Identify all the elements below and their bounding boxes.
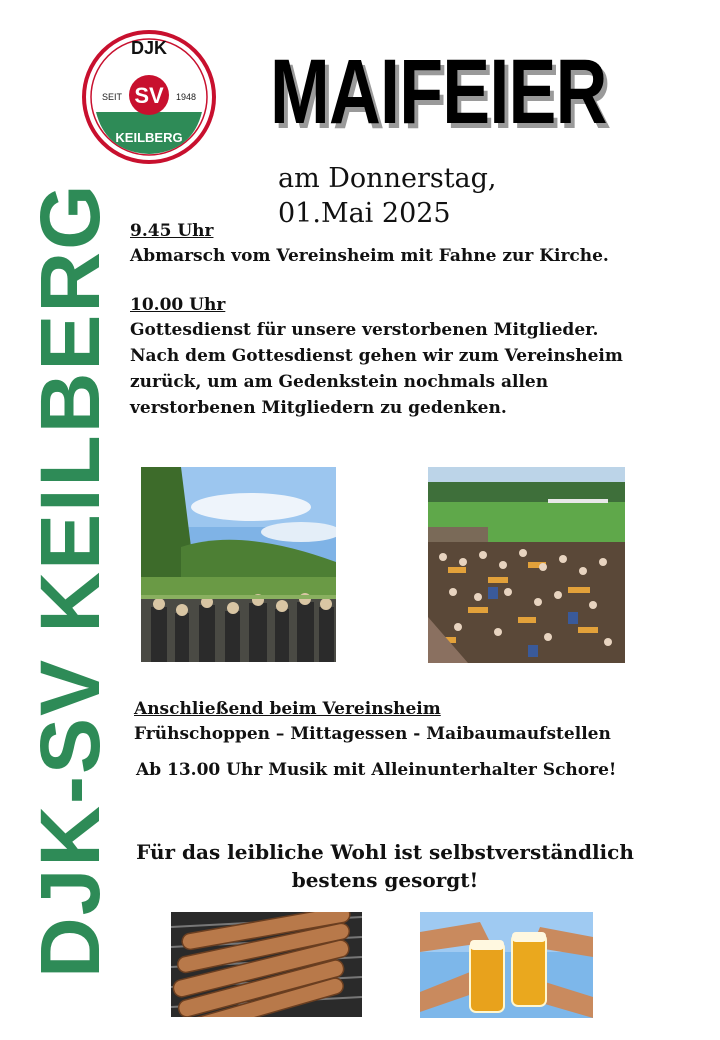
- vertical-club-name: DJK-SV KEILBERG: [23, 182, 117, 978]
- logo-right-text: 1948: [175, 92, 197, 102]
- schedule-line: verstorbenen Mitgliedern zu gedenken.: [130, 398, 507, 418]
- afterwards-line-1: Frühschoppen – Mittagessen - Maibaumaufstellen: [134, 724, 611, 744]
- schedule-line: Gottesdienst für unsere verstorbenen Mitglieder.: [130, 320, 599, 340]
- schedule-time-2: 10.00 Uhr: [130, 295, 226, 315]
- crowd-photo: [428, 467, 625, 663]
- schedule-line: Nach dem Gottesdienst gehen wir zum Vereinsheim: [130, 346, 623, 366]
- logo-center-text: SV: [134, 83, 164, 108]
- logo-bottom-text: KEILBERG: [115, 130, 183, 145]
- logo-top-text: DJK: [130, 38, 168, 58]
- date-day: 01.Mai 2025: [278, 198, 451, 229]
- closing-line-2: bestens gesorgt!: [291, 868, 479, 892]
- schedule-time-1: 9.45 Uhr: [130, 221, 214, 241]
- procession-photo: [141, 467, 336, 662]
- schedule-line: Abmarsch vom Vereinsheim mit Fahne zur Kirche.: [130, 246, 609, 266]
- closing-line-1: Für das leibliche Wohl ist selbstverständlich: [136, 840, 634, 864]
- sausages-photo: [171, 912, 362, 1017]
- club-logo: [82, 28, 216, 166]
- logo-left-text: SEIT: [101, 92, 123, 102]
- afterwards-heading: Anschließend beim Vereinsheim: [134, 699, 441, 719]
- afterwards-line-2: Ab 13.00 Uhr Musik mit Alleinunterhalter Schore!: [136, 760, 617, 780]
- page-title: MAIFEIER: [270, 41, 607, 143]
- date-weekday: am Donnerstag,: [278, 163, 497, 194]
- beer-toast-photo: [420, 912, 593, 1018]
- schedule-line: zurück, um am Gedenkstein nochmals allen: [130, 372, 549, 392]
